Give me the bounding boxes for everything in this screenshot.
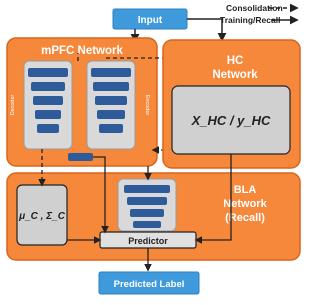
latent-code bbox=[68, 153, 93, 161]
decoder-layer bbox=[35, 110, 61, 119]
mpfc-network bbox=[7, 38, 157, 166]
hc-title-line1: HC bbox=[226, 55, 244, 67]
encoder-layer bbox=[97, 110, 125, 119]
bla-layer bbox=[127, 197, 167, 205]
hc-network bbox=[163, 40, 300, 168]
decoder-layer bbox=[31, 82, 65, 91]
legend-consolidation-label: Consolidation bbox=[226, 3, 283, 13]
encoder-label: Encoder bbox=[144, 94, 150, 116]
predictor-label: Predictor bbox=[128, 236, 168, 246]
decoder-layer bbox=[37, 124, 59, 133]
legend-training-label: Training/Recall bbox=[220, 15, 281, 25]
bla-title-line2: Network bbox=[223, 198, 267, 210]
hc-memory-text: X_HC / y_HC bbox=[191, 113, 271, 128]
decoder-layer bbox=[28, 68, 68, 77]
encoder-layer bbox=[99, 124, 123, 133]
decoder-layer bbox=[33, 96, 63, 105]
encoder-layer bbox=[91, 68, 131, 77]
predicted-label-text: Predicted Label bbox=[113, 279, 185, 290]
encoder-layer bbox=[95, 96, 127, 105]
bla-layer bbox=[133, 221, 161, 228]
input-node bbox=[113, 9, 187, 29]
mpfc-title: mPFC Network bbox=[41, 45, 123, 57]
encoder-layer bbox=[93, 82, 129, 91]
hc-title-line2: Network bbox=[212, 69, 258, 81]
bla-layer bbox=[130, 209, 164, 217]
input-label: Input bbox=[137, 15, 163, 26]
decoder-label: Decoder bbox=[10, 94, 16, 116]
predicted-label-node bbox=[99, 272, 199, 294]
bla-network bbox=[7, 173, 300, 260]
legend bbox=[220, 3, 297, 25]
stats-memory-label: μ_C , Σ_C bbox=[19, 211, 65, 222]
bla-layer bbox=[124, 185, 170, 193]
bla-title-line3: (Recall) bbox=[225, 212, 265, 224]
bla-title-line1: BLA bbox=[233, 184, 257, 196]
hc-memory-label bbox=[191, 113, 271, 128]
